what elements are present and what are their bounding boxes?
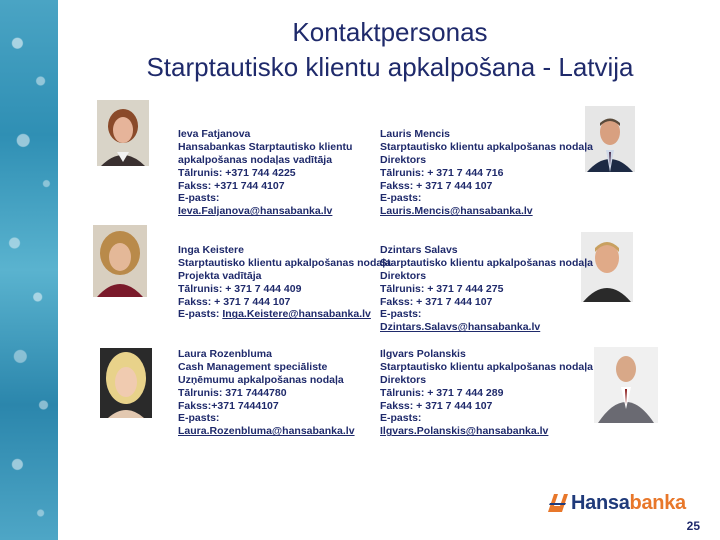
logo-text-part2: banka	[629, 491, 686, 514]
email-link[interactable]: Dzintars.Salavs@hansabanka.lv	[380, 321, 541, 334]
contact-card-inga-keistere	[178, 244, 391, 321]
contact-line: E-pasts:	[178, 192, 220, 205]
email-prefix: E-pasts:	[178, 308, 223, 321]
email-link[interactable]: Laura.Rozenbluma@hansabanka.lv	[178, 425, 355, 438]
contact-line: E-pasts:	[380, 412, 422, 425]
water-drops-decoration	[0, 0, 58, 540]
logo-text-part1: Hansa	[571, 491, 630, 514]
contact-line: Uzņēmumu apkalpošanas nodaļa	[178, 373, 344, 386]
contact-name: Inga Keistere	[178, 244, 244, 256]
contact-card-laura-rozenbluma	[178, 348, 355, 438]
contact-line: Fakss: + 371 7 444 107	[380, 179, 493, 192]
contact-line: E-pasts:	[380, 192, 422, 205]
contact-line: Tālrunis: + 371 7 444 716	[380, 166, 504, 179]
contact-line: Starptautisko klientu apkalpošanas nodaļa	[178, 256, 391, 269]
contact-name: Lauris Mencis	[380, 128, 451, 140]
page-subtitle: Starptautisko klientu apkalpošana - Latvija	[146, 52, 634, 82]
contact-line: Hansabankas Starptautisko klientu	[178, 140, 353, 153]
contact-line: Tālrunis: +371 744 4225	[178, 166, 296, 179]
photo-inga-keistere	[93, 225, 147, 297]
photo-ieva-fatjanova	[97, 100, 149, 166]
contact-card-ilgvars-polanskis	[380, 348, 593, 438]
contact-line: Tālrunis: + 371 7 444 275	[380, 282, 504, 295]
email-link[interactable]: Ilgvars.Polanskis@hansabanka.lv	[380, 425, 549, 438]
contact-line: Direktors	[380, 153, 427, 166]
email-row	[178, 308, 391, 321]
photo-ilgvars-polanskis	[594, 347, 658, 423]
page-title: Kontaktpersonas	[292, 17, 488, 47]
contact-line: Fakss: + 371 7 444 107	[380, 399, 493, 412]
contact-line: Cash Management speciāliste	[178, 360, 328, 373]
contact-line: Starptautisko klientu apkalpošanas nodaļa	[380, 360, 593, 373]
contact-name: Laura Rozenbluma	[178, 348, 272, 360]
contact-card-lauris-mencis	[380, 128, 593, 218]
photo-laura-rozenbluma	[100, 348, 152, 418]
contact-line: Fakss: + 371 7 444 107	[178, 295, 291, 308]
contact-line: Direktors	[380, 269, 427, 282]
contact-line: Fakss:+371 7444107	[178, 399, 279, 412]
contact-line: Tālrunis: + 371 7 444 289	[380, 386, 504, 399]
email-link[interactable]: Inga.Keistere@hansabanka.lv	[222, 308, 371, 321]
contact-line: E-pasts:	[380, 308, 422, 321]
contact-card-ieva-fatjanova	[178, 128, 352, 218]
contact-line: Direktors	[380, 373, 427, 386]
contact-line: E-pasts:	[178, 412, 220, 425]
contact-name: Ieva Fatjanova	[178, 128, 251, 140]
contact-card-dzintars-salavs	[380, 244, 593, 334]
contact-name: Ilgvars Polanskis	[380, 348, 466, 360]
hansabanka-mark-icon	[548, 494, 568, 512]
page-number: 25	[686, 519, 700, 533]
hansabanka-logo	[548, 492, 686, 514]
contact-name: Dzintars Salavs	[380, 244, 458, 256]
contact-line: Tālrunis: 371 7444780	[178, 386, 287, 399]
contact-line: Starptautisko klientu apkalpošanas nodaļa	[380, 256, 593, 269]
email-link[interactable]: Ieva.Faljanova@hansabanka.lv	[178, 205, 333, 218]
contact-line: Tālrunis: + 371 7 444 409	[178, 282, 302, 295]
contact-line: Projekta vadītāja	[178, 269, 262, 282]
contact-line: Fakss: +371 744 4107	[178, 179, 285, 192]
email-link[interactable]: Lauris.Mencis@hansabanka.lv	[380, 205, 533, 218]
contact-line: apkalpošanas nodaļas vadītāja	[178, 153, 333, 166]
contact-line: Fakss: + 371 7 444 107	[380, 295, 493, 308]
logo-wordmark	[571, 492, 686, 515]
contact-line: Starptautisko klientu apkalpošanas nodaļa	[380, 140, 593, 153]
